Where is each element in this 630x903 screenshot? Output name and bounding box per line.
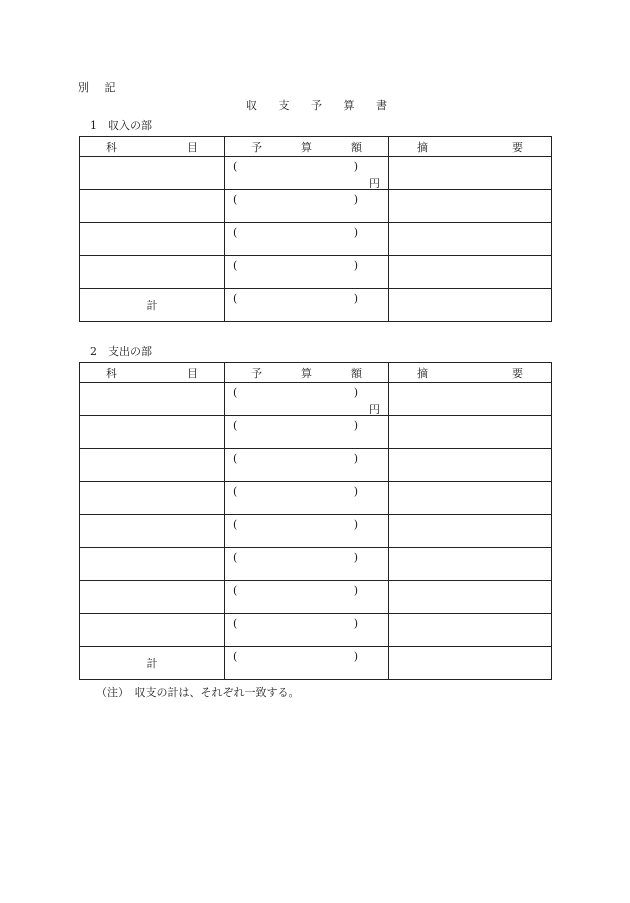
budget-cell — [225, 383, 389, 416]
item-cell — [80, 256, 225, 289]
paren-open: ( — [233, 584, 238, 597]
paren-close: ) — [353, 193, 358, 206]
budget-cell — [225, 581, 389, 614]
header-char: 予 — [251, 366, 262, 380]
paren-close: ) — [353, 485, 358, 498]
expense-table — [79, 362, 552, 680]
table-row — [80, 190, 552, 223]
total-label-cell — [80, 647, 225, 680]
paren-open: ( — [233, 386, 238, 399]
summary-cell — [389, 416, 552, 449]
header-char: 要 — [512, 366, 523, 380]
summary-cell — [389, 223, 552, 256]
paren-close: ) — [353, 292, 358, 305]
header-char: 額 — [351, 366, 362, 380]
paren-open: ( — [233, 160, 238, 173]
paren-open: ( — [233, 419, 238, 432]
item-cell — [80, 548, 225, 581]
budget-cell — [225, 482, 389, 515]
header-char: 算 — [301, 140, 312, 154]
paren-open: ( — [233, 485, 238, 498]
summary-cell — [389, 190, 552, 223]
header-summary — [389, 137, 552, 157]
budget-cell — [225, 449, 389, 482]
summary-cell — [389, 548, 552, 581]
header-item — [80, 137, 225, 157]
table-row — [80, 256, 552, 289]
header-char: 額 — [351, 140, 362, 154]
paren-open: ( — [233, 226, 238, 239]
paren-close: ) — [353, 518, 358, 531]
header-char: 摘 — [417, 140, 428, 154]
document-title: 収 支 予 算 書 — [246, 99, 396, 112]
header-char: 目 — [187, 366, 198, 380]
item-cell — [80, 614, 225, 647]
budget-cell — [225, 190, 389, 223]
budget-cell — [225, 614, 389, 647]
item-cell — [80, 157, 225, 190]
summary-cell — [389, 647, 552, 680]
total-row — [80, 289, 552, 322]
summary-cell — [389, 614, 552, 647]
budget-cell — [225, 289, 389, 322]
header-summary — [389, 363, 552, 383]
table-header-row — [80, 137, 552, 157]
table-row — [80, 515, 552, 548]
header-char: 科 — [106, 366, 117, 380]
paren-close: ) — [353, 259, 358, 272]
header-budget — [225, 363, 389, 383]
header-char: 要 — [512, 140, 523, 154]
header-item — [80, 363, 225, 383]
budget-cell — [225, 515, 389, 548]
annex-label: 別 記 — [78, 81, 122, 94]
paren-close: ) — [353, 584, 358, 597]
summary-cell — [389, 449, 552, 482]
total-label: 計 — [146, 299, 158, 312]
expense-section-label: 2 支出の部 — [90, 345, 152, 358]
paren-open: ( — [233, 452, 238, 465]
item-cell — [80, 416, 225, 449]
header-char: 摘 — [417, 366, 428, 380]
budget-cell — [225, 647, 389, 680]
table-header-row — [80, 363, 552, 383]
item-cell — [80, 581, 225, 614]
paren-open: ( — [233, 650, 238, 663]
yen-unit: 円 — [369, 177, 380, 190]
budget-cell — [225, 256, 389, 289]
paren-close: ) — [353, 419, 358, 432]
item-cell — [80, 515, 225, 548]
summary-cell — [389, 256, 552, 289]
footnote: （注） 収支の計は、それぞれ一致する。 — [96, 686, 300, 699]
header-char: 目 — [187, 140, 198, 154]
item-cell — [80, 190, 225, 223]
header-char: 予 — [251, 140, 262, 154]
budget-cell — [225, 223, 389, 256]
header-budget — [225, 137, 389, 157]
table-row — [80, 548, 552, 581]
paren-open: ( — [233, 259, 238, 272]
paren-open: ( — [233, 518, 238, 531]
paren-open: ( — [233, 193, 238, 206]
summary-cell — [389, 482, 552, 515]
item-cell — [80, 449, 225, 482]
budget-cell — [225, 416, 389, 449]
paren-close: ) — [353, 386, 358, 399]
table-row — [80, 223, 552, 256]
income-section-label: 1 収入の部 — [90, 119, 152, 132]
header-char: 算 — [301, 366, 312, 380]
summary-cell — [389, 289, 552, 322]
table-row — [80, 581, 552, 614]
paren-close: ) — [353, 650, 358, 663]
paren-close: ) — [353, 226, 358, 239]
paren-close: ) — [353, 551, 358, 564]
table-row — [80, 614, 552, 647]
paren-close: ) — [353, 617, 358, 630]
total-row — [80, 647, 552, 680]
table-row — [80, 383, 552, 416]
item-cell — [80, 223, 225, 256]
summary-cell — [389, 157, 552, 190]
total-label-cell — [80, 289, 225, 322]
summary-cell — [389, 383, 552, 416]
yen-unit: 円 — [369, 403, 380, 416]
table-row — [80, 482, 552, 515]
item-cell — [80, 482, 225, 515]
header-char: 科 — [106, 140, 117, 154]
budget-cell — [225, 548, 389, 581]
paren-open: ( — [233, 617, 238, 630]
summary-cell — [389, 515, 552, 548]
table-row — [80, 449, 552, 482]
paren-open: ( — [233, 292, 238, 305]
total-label: 計 — [146, 657, 158, 670]
table-row — [80, 416, 552, 449]
budget-cell — [225, 157, 389, 190]
summary-cell — [389, 581, 552, 614]
item-cell — [80, 383, 225, 416]
income-table — [79, 136, 552, 322]
paren-close: ) — [353, 452, 358, 465]
table-row — [80, 157, 552, 190]
paren-open: ( — [233, 551, 238, 564]
paren-close: ) — [353, 160, 358, 173]
